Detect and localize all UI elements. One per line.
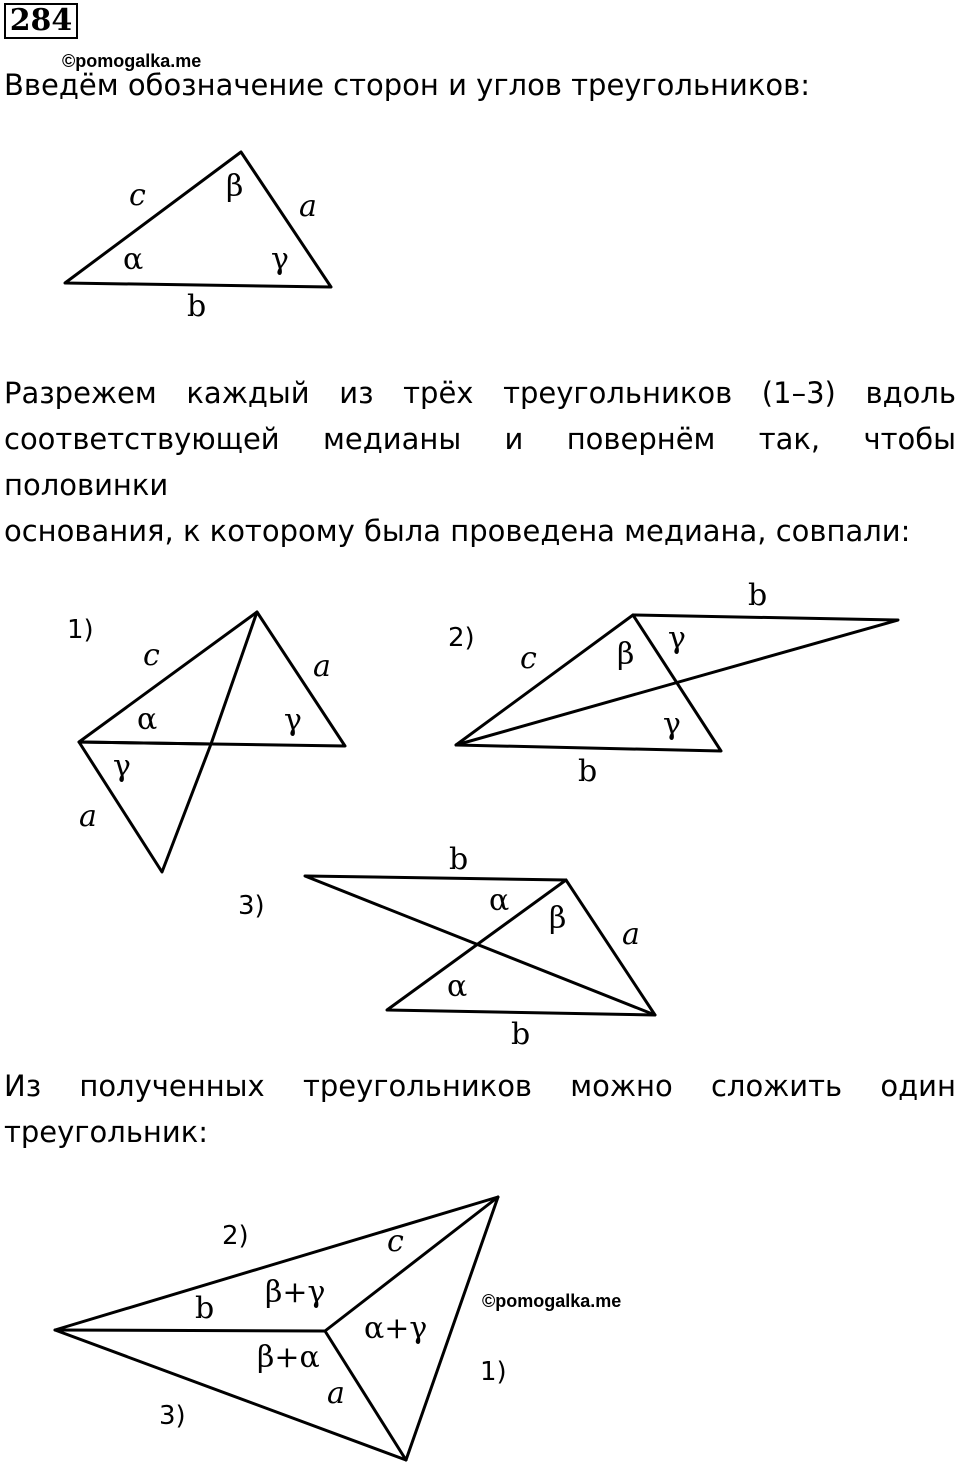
fig2-number: 2): [448, 623, 475, 653]
main-triangle: [65, 152, 331, 287]
fig2-side-b-bottom: b: [578, 754, 598, 789]
fig3-angle-alpha-top: α: [489, 883, 510, 918]
fig1-number: 1): [67, 615, 94, 645]
combined-angle-beta-alpha: β+α: [257, 1340, 320, 1375]
fig2-side-b-top: b: [748, 578, 768, 613]
fig2-side-c: c: [520, 641, 537, 676]
fig1-side-a-bottom: a: [79, 799, 97, 834]
fig3-triangle: [387, 880, 655, 1015]
main-side-c: c: [129, 178, 146, 213]
combined-side-b: b: [195, 1291, 215, 1326]
combined-part1: 1): [480, 1357, 507, 1387]
combined-side-a: a: [327, 1376, 345, 1411]
combined-b-line: [55, 1330, 325, 1331]
fig1-angle-alpha: α: [137, 702, 158, 737]
watermark-top: ©pomogalka.me: [62, 51, 202, 71]
fig1-median: [211, 612, 257, 744]
fig3-angle-alpha-bottom: α: [447, 969, 468, 1004]
main-angle-alpha: α: [123, 242, 144, 277]
combined-outline: [55, 1197, 498, 1460]
fig3-rotated: [305, 876, 655, 1015]
fig1-angle-gamma-bottom: γ: [113, 749, 131, 784]
main-side-a: a: [299, 189, 317, 224]
result-line-2: треугольник:: [4, 1115, 209, 1149]
watermark-bottom: ©pomogalka.me: [482, 1291, 622, 1311]
cut-line-3: основания, к которому была проведена медиана, совпали:: [4, 514, 911, 548]
fig1-side-a-top: a: [313, 649, 331, 684]
combined-part3: 3): [159, 1401, 186, 1431]
cut-line-2: соответствующей медианы и повернём так, чтобы половинки: [4, 422, 956, 502]
main-angle-beta: β: [226, 169, 244, 204]
fig1-lower-triangle: [79, 742, 211, 872]
task-number: 284: [4, 3, 78, 39]
fig1-angle-gamma-top: γ: [284, 703, 302, 738]
fig2-angle-gamma-bottom: γ: [663, 707, 681, 742]
fig3-side-a: a: [622, 917, 640, 952]
combined-angle-alpha-gamma: α+γ: [364, 1311, 428, 1346]
intro-text: Введём обозначение сторон и углов треугольников:: [4, 68, 810, 102]
main-side-b: b: [187, 289, 207, 324]
fig3-side-b-bottom: b: [511, 1017, 531, 1052]
fig2-angle-gamma-top: γ: [668, 621, 686, 656]
cut-line-1: Разрежем каждый из трёх треугольников (1–3) вдоль: [4, 376, 956, 410]
result-line-1: Из полученных треугольников можно сложить один: [4, 1069, 956, 1103]
fig1-upper-triangle: [79, 612, 345, 746]
fig3-side-b-top: b: [449, 842, 469, 877]
fig3-angle-beta: β: [549, 901, 567, 936]
fig1-side-c: c: [143, 638, 160, 673]
main-angle-gamma: γ: [271, 242, 289, 277]
fig3-number: 3): [238, 891, 265, 921]
combined-side-c: c: [387, 1224, 404, 1259]
combined-part2: 2): [222, 1221, 249, 1251]
fig2-angle-beta: β: [617, 637, 635, 672]
combined-angle-beta-gamma: β+γ: [265, 1275, 326, 1310]
